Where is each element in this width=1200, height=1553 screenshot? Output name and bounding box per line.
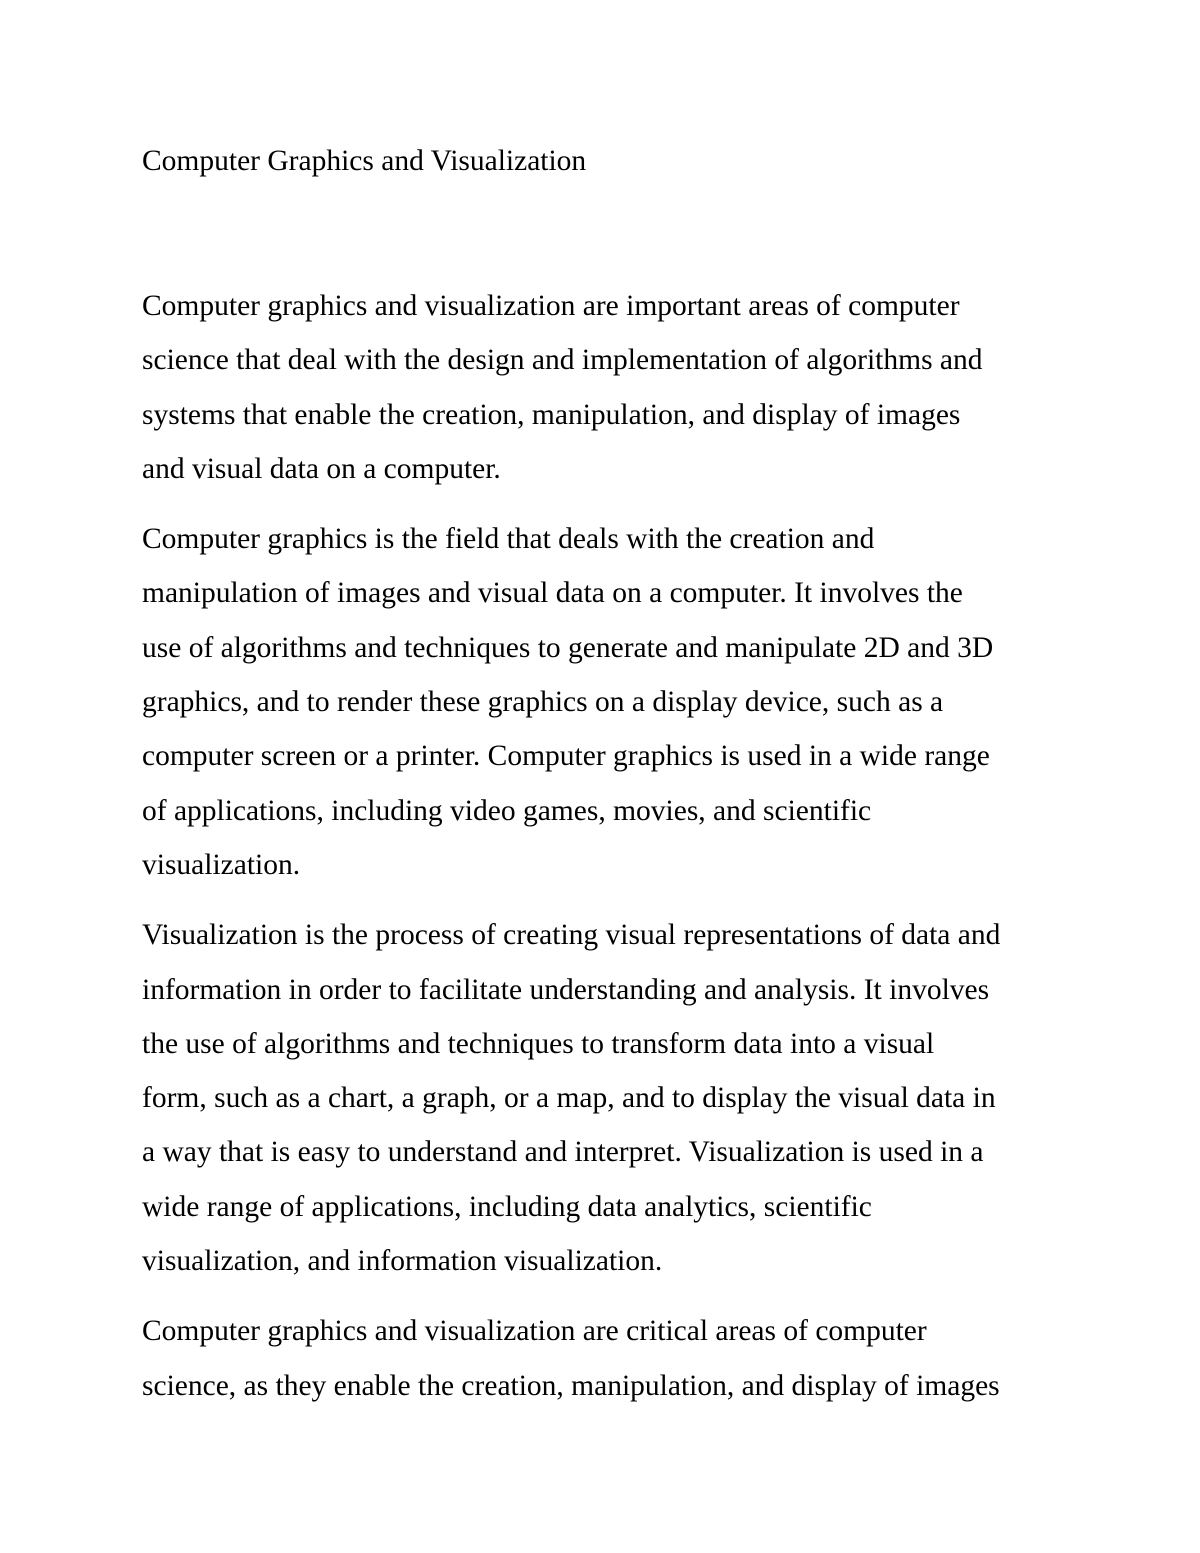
text-line: visualization, and information visualization. [142, 1245, 663, 1278]
text-line: and visual data on a computer. [142, 452, 501, 485]
text-line: systems that enable the creation, manipulation, and display of images [142, 398, 961, 431]
text-line: visualization. [142, 848, 301, 881]
text-line: graphics, and to render these graphics on a display device, such as a [142, 686, 944, 719]
text-line: computer screen or a printer. Computer graphics is used in a wide range [142, 740, 990, 773]
text-line: use of algorithms and techniques to generate and manipulate 2D and 3D [142, 631, 994, 664]
text-line: Computer graphics and visualization are critical areas of computer [142, 1315, 927, 1348]
text-line: form, such as a chart, a graph, or a map, and to display the visual data in [142, 1082, 996, 1115]
text-line: the use of algorithms and techniques to transform data into a visual [142, 1027, 935, 1060]
text-line: manipulation of images and visual data on a computer. It involves the [142, 577, 963, 610]
text-line: Computer graphics is the field that deals with the creation and [142, 523, 875, 556]
document-title: Computer Graphics and Visualization [142, 145, 587, 177]
text-line: science that deal with the design and implementation of algorithms and [142, 344, 983, 377]
document-body [142, 279, 1072, 1429]
text-line: science, as they enable the creation, manipulation, and display of images [142, 1369, 1000, 1402]
text-line: Visualization is the process of creating visual representations of data and [142, 919, 1001, 952]
text-line: a way that is easy to understand and interpret. Visualization is used in a [142, 1136, 984, 1169]
text-line: wide range of applications, including data analytics, scientific [142, 1190, 872, 1223]
paragraph-intro [142, 279, 1072, 496]
paragraph-visualization [142, 908, 1072, 1288]
text-line: information in order to facilitate understanding and analysis. It involves [142, 973, 990, 1006]
paragraph-computer-graphics [142, 512, 1072, 892]
text-line: of applications, including video games, movies, and scientific [142, 794, 872, 827]
paragraph-conclusion [142, 1304, 1072, 1413]
text-line: Computer graphics and visualization are important areas of computer [142, 290, 960, 322]
